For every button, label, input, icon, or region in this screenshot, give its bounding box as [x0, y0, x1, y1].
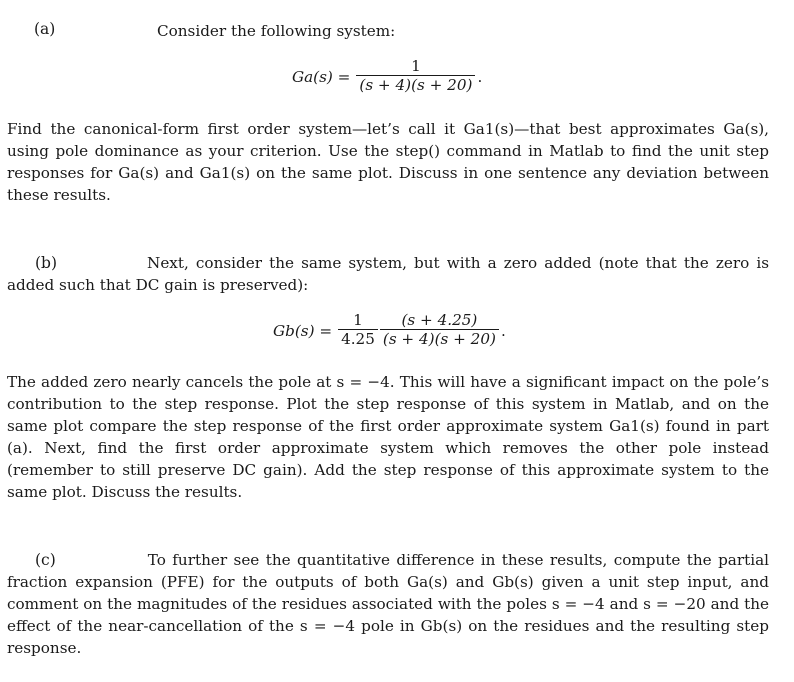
- equation-gb-fraction-1: [338, 312, 378, 349]
- part-b-paragraph: [7, 252, 769, 296]
- part-c-label: (c): [35, 551, 56, 569]
- equation-ga-fraction: [356, 58, 475, 95]
- part-a-intro: Consider the following system:: [157, 22, 396, 40]
- equation-gb-frac2-denominator: (s + 4)(s + 20): [380, 329, 499, 349]
- equation-ga-numerator: 1: [411, 57, 421, 75]
- equation-gb-end: .: [500, 321, 506, 340]
- part-c-paragraph: [7, 549, 769, 659]
- equation-ga-end: .: [477, 67, 483, 86]
- equation-ga-lhs: Ga(s) =: [292, 67, 351, 86]
- part-a-label: (a): [34, 20, 56, 38]
- equation-gb-fraction-2: [380, 312, 499, 349]
- equation-gb: [273, 312, 506, 349]
- equation-gb-frac2-numerator: (s + 4.25): [401, 311, 478, 329]
- equation-gb-frac1-denominator: 4.25: [338, 329, 378, 349]
- part-b-intro: Next, consider the same system, but with a zero added (note that the zero is added such that DC gain is preserved):: [7, 254, 769, 294]
- part-b-label: (b): [35, 254, 58, 272]
- part-a-text: Find the canonical-form first order system—let’s call it Ga1(s)—that best approximates Ga(s), using pole dominance as your criterion. Use the step() command in Matlab to find the unit step responses for Ga(s) and Ga1(s) on the same plot. Discuss in one sentence any deviation between these results.: [7, 120, 769, 204]
- equation-ga-denominator: (s + 4)(s + 20): [356, 75, 475, 95]
- equation-gb-frac1-numerator: 1: [353, 311, 363, 329]
- part-c-text: To further see the quantitative difference in these results, compute the partial fraction expansion (PFE) for the outputs of both Ga(s) and Gb(s) given a unit step input, and comment on the magnitudes of the residues associated with the poles s = −4 and s = −20 and the effect of the near-cancellation of the s = −4 pole in Gb(s) on the residues and the resulting step response.: [7, 551, 769, 657]
- part-b-text: The added zero nearly cancels the pole at s = −4. This will have a significant impact on the pole’s contribution to the step response. Plot the step response of this system in Matlab, and on the same plot compare the step response of the first order approximate system Ga1(s) found in part (a). Next, find the first order approximate system which removes the other pole instead (remember to still preserve DC gain). Add the step response of this approximate system to the same plot. Discuss the results.: [7, 373, 769, 501]
- equation-gb-lhs: Gb(s) =: [273, 321, 333, 340]
- equation-ga: [292, 58, 482, 95]
